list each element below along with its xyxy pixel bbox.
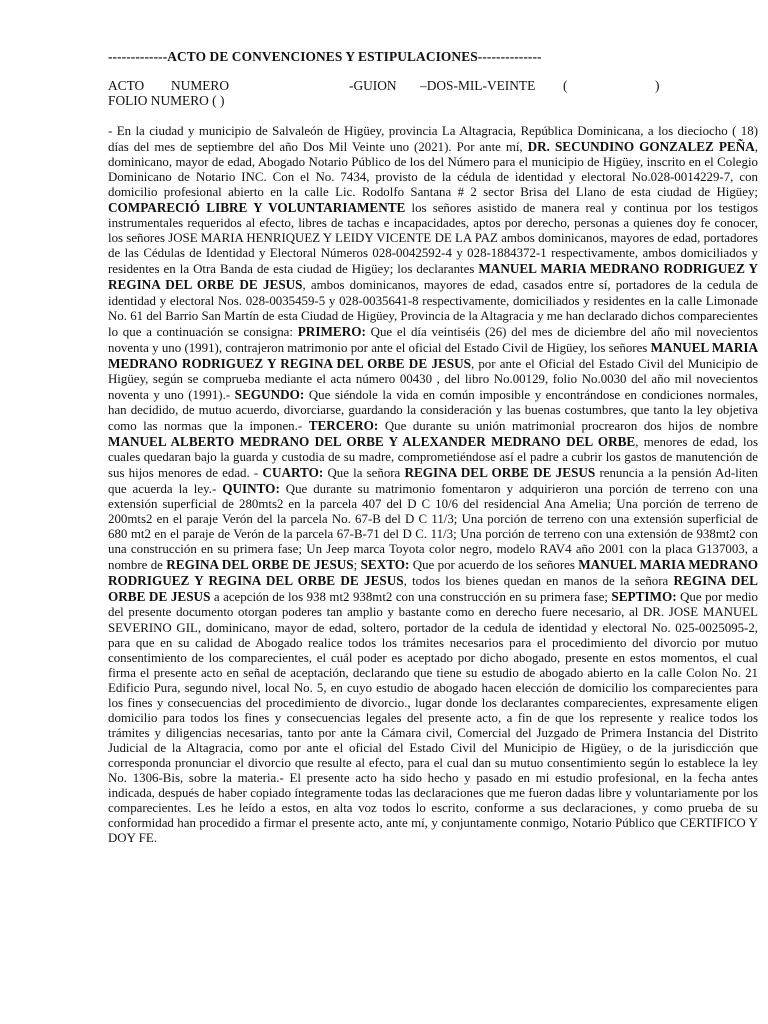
text-run: Que por medio del presente documento otorgan poderes tan amplio y bastante como en derecho fuere necesario, al DR. JOSE MANUEL SEVERINO GIL, dominicano, mayor de edad, soltero, portador de la cedula de identidad y electoral No. 025-0025095-2, para que en su calidad de Abogado realice todos los trámites necesarios para el procedimiento del divorcio por mutuo consentimiento de los comparecientes, el cuál poder es aceptado por dicho abogado, presente en estos momentos, el cual firma el presente acto en señal de aceptación, declarando que tiene su estudio de abogado abierto en la calle Colon No. 21 Edificio Pura, segundo nivel, local No. 5, en cuyo estudio de abogado hacen elección de domicilio los comparecientes para los fines y consecuencias del procedimiento de divorcio., lugar donde los declarantes comparecientes, expresamente eligen domicilio para todos los fines y consecuencias legales del presente acto, a fin de que los represente y realice todos los trámites y diligencias necesarias, tanto por ante la Cámara civil, Comercial del Juzgado de Primera Instancia del Distrito Judicial de la Altagracia, como por ante el oficial del Estado Civil del Municipio de Higüey, o de la jurisdicción que corresponda pronunciar el divorcio que resulte al efecto, para el cual dan su mutuo consentimiento según lo establece la ley No. 1306-Bis, sobre la materia.- El presente acto ha sido hecho y pasado en mi estudio profesional, en la fecha antes indicada, después de haber copiado íntegramente todas las declaraciones que me fueron dadas libre y voluntariamente por los comparecientes. Les he leído a estos, en alta voz todos lo escrito, conforme a sus declaraciones, y como prueba de su conformidad han procedido a firmar el presente acto, ante mí, y conjuntamente conmigo, Notario Público que CERTIFICO Y DOY FE. [108,590,758,846]
text-run: Que siéndole la vida en común imposible y encontrándose en condiciones normales, han decidido, de mutuo acuerdo, divorciarse, guardando la consideración y las buenas costumbres, que tanto la ley objetiva como las normas que la imponen.- [108,387,758,433]
bold-text-run: TERCERO: [308,417,379,433]
bold-text-run: REGINA DEL ORBE DE JESUS [108,573,758,605]
text-run: Que durante su matrimonio fomentaron y adquirieron una porción de terreno con una extensión superficial de 280mts2 en la parcela 407 del D C 10/6 del residencial Ana Amelia; Una porción de terreno de 200mts2 en el paraje Verón del la parcela No. 67-B del D C 11/3; Una porción de terreno con una extensión superficial de 680 mt2 en el paraje de Verón de la parcela 67-B-71 del D C. 11/3; Una porción de terreno con una extensión de 938mt2 con una construcción en su primera fase; Un Jeep marca Toyota color negro, modelo RAV4 año 2001 con la placa G137003, a nombre de [108,482,758,573]
acto-label: ACTO [108,78,145,93]
bold-text-run: MANUEL ALBERTO MEDRANO DEL ORBE Y ALEXANDER MEDRANO DEL ORBE [108,433,636,449]
numero-label: NUMERO [171,78,230,93]
bold-text-run: REGINA DEL ORBE DE JESUS [166,557,354,573]
bold-text-run: MANUEL MARIA MEDRANO RODRIGUEZ Y REGINA DEL ORBE DE JESUS [108,261,758,293]
bold-text-run: REGINA DEL ORBE DE JESUS [404,465,596,481]
text-run: Que la señora [323,466,405,481]
text-run: , por ante el Oficial del Estado Civil del Municipio de Higüey, según se comprueba mediante el acta número 00430 , del libro No.00129, folio No.0030 del año mil novecientos noventa y uno (1991).- [108,356,758,402]
bold-text-run: COMPARECIÓ LIBRE Y VOLUNTARIAMENTE [108,200,406,216]
year-words: –DOS-MIL-VEINTE [420,78,536,93]
bold-text-run: DR. SECUNDINO GONZALEZ PEÑA [527,139,755,155]
bold-text-run: PRIMERO: [297,323,366,339]
text-run: a acepción de los 938 mt2 938mt2 con una construcción en su primera fase; [210,590,612,605]
act-body-paragraph [108,124,758,846]
close-paren: ) [655,78,660,93]
text-run: Que el día veintiséis (26) del mes de diciembre del año mil novecientos noventa y uno (1991), contrajeron matrimonio por ante el oficial del Estado Civil de Higüey, los señores [108,324,758,355]
bold-text-run: SEGUNDO: [234,386,305,402]
bold-text-run: SEPTIMO: [611,589,677,605]
bold-text-run: QUINTO: [222,481,280,497]
bold-text-run: MANUEL MARIA MEDRANO RODRIGUEZ Y REGINA DEL ORBE DE JESUS [108,557,758,589]
guion-label: -GUION [349,78,397,93]
text-run: , dominicano, mayor de edad, Abogado Notario Público de los del Número para el municipio de Higüey, inscrito en el Colegio Dominicano de Notario INC. Con el No. 7434, provisto de la cédula de identidad y electoral No.028-0014229-7, con domicilio profesional abierto en la calle Lic. Rodolfo Santana # 2 sector Brisa del Llano de esta ciudad de Higüey; [108,140,758,200]
bold-text-run: MANUEL MARIA MEDRANO RODRIGUEZ Y REGINA DEL ORBE DE JESUS [108,339,759,371]
document-title: -------------ACTO DE CONVENCIONES Y ESTIPULACIONES-------------- [108,49,542,64]
act-number-line [108,78,668,94]
text-run: Que durante su unión matrimonial procrearon dos hijos de nombre [378,418,758,433]
open-paren: ( [563,78,568,93]
folio-number-line: FOLIO NUMERO ( ) [108,93,225,108]
bold-text-run: CUARTO: [262,465,324,481]
bold-text-run: SEXTO: [360,557,410,573]
text-run: , menores de edad, los cuales quedaran bajo la guarda y custodia de su madre, comprometiéndose así el padre a cubrir los gastos de manutención de sus hijos menores de edad. - [108,434,758,481]
text-run: , todos los bienes quedan en manos de la señora [403,574,674,589]
text-run: los señores asistido de manera real y continua por los testigos instrumentales requeridos al efecto, libres de tachas e incapacidades, aptos por derecho, personas a quienes doy fe conocer, los señores JOSE MARIA HENRIQUEZ Y LEIDY VICENTE DE LA PAZ ambos dominicanos, mayores de edad, portadores de las Cédulas de Identidad y Electoral Números 028-0042592-4 y 028-1884372-1 respectivamente, ambos domiciliados y residentes en la Otra Banda de esta ciudad de Higüey; los declarantes [108,201,758,277]
text-run: , ambos dominicanos, mayores de edad, casados entre sí, portadores de la cedula de identidad y electoral Nos. 028-0035459-5 y 028-0035641-8 respectivamente, domiciliados y residentes en la calle Limonade No. 61 del Barrio San Martín de esta Ciudad de Higüey, Provincia de la Altagracia y me han declarado dichos comparecientes lo que a continuación se consigna: [108,278,758,339]
text-run: ; [353,558,361,573]
text-run: - En la ciudad y municipio de Salvaleón de Higüey, provincia La Altagracia, República Dominicana, a los dieciocho ( 18) días del mes de septiembre del año Dos Mil Veinte uno (2021). Por ante mí, [108,124,758,155]
text-run: Que por acuerdo de los señores [409,558,579,573]
text-run: renuncia a la pensión Ad-liten que acuerda la ley.- [108,466,758,497]
